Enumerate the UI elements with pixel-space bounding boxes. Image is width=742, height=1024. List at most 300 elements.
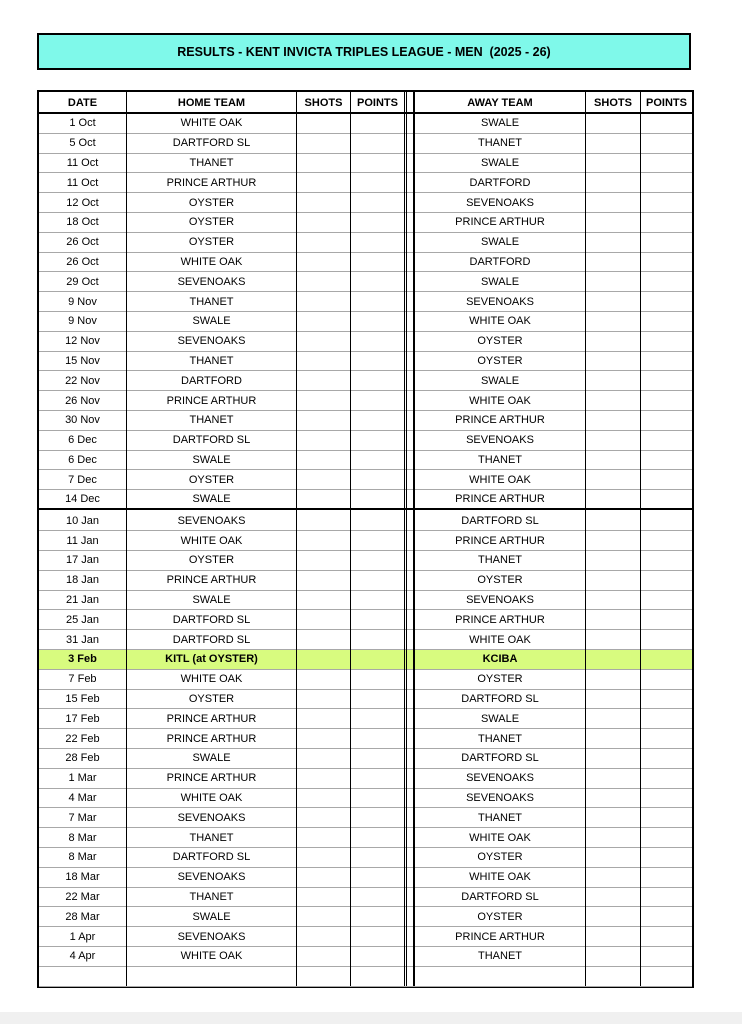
cell-home-team: WHITE OAK bbox=[180, 534, 243, 547]
cell-away-team: SWALE bbox=[480, 275, 520, 288]
cell-away-points[interactable] bbox=[641, 828, 692, 847]
cell-away-points[interactable] bbox=[641, 868, 692, 887]
cell-home-team: DARTFORD SL bbox=[172, 137, 251, 150]
cell-away-points[interactable] bbox=[641, 490, 692, 508]
cell-away-points[interactable] bbox=[641, 908, 692, 927]
table-row bbox=[39, 591, 692, 611]
table-row bbox=[39, 173, 692, 193]
cell-home-team: SEVENOAKS bbox=[177, 275, 246, 288]
cell-home-shots[interactable] bbox=[297, 173, 350, 192]
cell-away-points[interactable] bbox=[641, 571, 692, 590]
cell-home-points[interactable] bbox=[351, 789, 404, 808]
cell-away-points[interactable] bbox=[641, 253, 692, 272]
table-row bbox=[39, 828, 692, 848]
cell-home-points[interactable] bbox=[351, 253, 404, 272]
cell-away-team bbox=[415, 967, 585, 986]
table-row bbox=[39, 729, 692, 749]
cell-home-shots[interactable] bbox=[297, 292, 350, 311]
cell-home-points[interactable] bbox=[351, 571, 404, 590]
cell-away-team: PRINCE ARTHUR bbox=[455, 216, 545, 229]
cell-home-team: THANET bbox=[189, 891, 234, 904]
cell-home-shots[interactable] bbox=[297, 272, 350, 291]
table-row bbox=[39, 888, 692, 908]
cell-home-team: SWALE bbox=[192, 453, 231, 466]
table-row bbox=[39, 848, 692, 868]
cell-away-points[interactable] bbox=[641, 512, 692, 531]
cell-away-team: SWALE bbox=[480, 374, 520, 387]
cell-home-points[interactable] bbox=[351, 650, 404, 669]
cell-away-points[interactable] bbox=[641, 431, 692, 450]
cell-home-team: SEVENOAKS bbox=[177, 871, 246, 884]
cell-away-points[interactable] bbox=[641, 710, 692, 729]
cell-home-points[interactable] bbox=[351, 411, 404, 430]
cell-away-points[interactable] bbox=[641, 173, 692, 192]
cell-away-shots[interactable] bbox=[586, 531, 640, 550]
cell-home-points[interactable] bbox=[351, 828, 404, 847]
cell-home-points[interactable] bbox=[351, 431, 404, 450]
cell-away-points[interactable] bbox=[641, 352, 692, 371]
cell-home-team: KITL (at OYSTER) bbox=[165, 653, 258, 666]
cell-date: 11 Jan bbox=[66, 534, 99, 547]
cell-home-shots[interactable] bbox=[297, 967, 350, 986]
header-away-points: POINTS bbox=[646, 97, 687, 109]
cell-home-points[interactable] bbox=[351, 769, 404, 788]
table-row bbox=[39, 431, 692, 451]
cell-home-shots[interactable] bbox=[297, 134, 350, 153]
cell-away-shots[interactable] bbox=[586, 710, 640, 729]
cell-away-shots[interactable] bbox=[586, 512, 640, 531]
cell-away-shots[interactable] bbox=[586, 967, 640, 986]
table-row bbox=[39, 272, 692, 292]
cell-date: 28 Feb bbox=[65, 752, 100, 765]
cell-away-shots[interactable] bbox=[586, 749, 640, 768]
cell-away-team: DARTFORD bbox=[469, 255, 531, 268]
cell-home-points[interactable] bbox=[351, 630, 404, 649]
cell-away-shots[interactable] bbox=[586, 134, 640, 153]
cell-home-points[interactable] bbox=[351, 927, 404, 946]
table-row bbox=[39, 312, 692, 332]
cell-home-points[interactable] bbox=[351, 749, 404, 768]
cell-date: 9 Nov bbox=[68, 315, 97, 328]
cell-date: 11 Oct bbox=[66, 176, 99, 189]
cell-home-shots[interactable] bbox=[297, 411, 350, 430]
cell-away-team: WHITE OAK bbox=[469, 831, 531, 844]
cell-home-shots[interactable] bbox=[297, 947, 350, 966]
cell-home-points[interactable] bbox=[351, 670, 404, 689]
cell-home-team: SWALE bbox=[192, 315, 231, 328]
cell-home-shots[interactable] bbox=[297, 769, 350, 788]
table-row bbox=[39, 470, 692, 490]
cell-away-shots[interactable] bbox=[586, 630, 640, 649]
cell-away-team: DARTFORD bbox=[469, 176, 531, 189]
cell-away-points[interactable] bbox=[641, 213, 692, 232]
cell-away-points[interactable] bbox=[641, 411, 692, 430]
table-row bbox=[39, 531, 692, 551]
table-row bbox=[39, 332, 692, 352]
cell-home-shots[interactable] bbox=[297, 312, 350, 331]
cell-home-shots[interactable] bbox=[297, 749, 350, 768]
cell-home-points[interactable] bbox=[351, 154, 404, 173]
cell-home-shots[interactable] bbox=[297, 710, 350, 729]
cell-away-points[interactable] bbox=[641, 531, 692, 550]
cell-away-points[interactable] bbox=[641, 927, 692, 946]
cell-away-team: SWALE bbox=[480, 117, 520, 130]
cell-home-points[interactable] bbox=[351, 134, 404, 153]
cell-away-shots[interactable] bbox=[586, 352, 640, 371]
cell-date: 18 Mar bbox=[65, 871, 100, 884]
cell-away-shots[interactable] bbox=[586, 690, 640, 709]
cell-away-team: OYSTER bbox=[477, 574, 523, 587]
cell-away-points[interactable] bbox=[641, 888, 692, 907]
cell-home-shots[interactable] bbox=[297, 332, 350, 351]
cell-home-points[interactable] bbox=[351, 451, 404, 470]
cell-home-team: OYSTER bbox=[188, 693, 235, 706]
cell-away-points[interactable] bbox=[641, 551, 692, 570]
cell-home-shots[interactable] bbox=[297, 114, 350, 133]
table-row bbox=[39, 571, 692, 591]
cell-home-shots[interactable] bbox=[297, 828, 350, 847]
table-row bbox=[39, 134, 692, 154]
cell-home-shots[interactable] bbox=[297, 571, 350, 590]
cell-away-shots[interactable] bbox=[586, 391, 640, 410]
cell-away-shots[interactable] bbox=[586, 947, 640, 966]
cell-home-points[interactable] bbox=[351, 888, 404, 907]
cell-away-shots[interactable] bbox=[586, 114, 640, 133]
cell-home-points[interactable] bbox=[351, 312, 404, 331]
cell-away-shots[interactable] bbox=[586, 173, 640, 192]
cell-away-shots[interactable] bbox=[586, 769, 640, 788]
cell-home-team: PRINCE ARTHUR bbox=[166, 772, 257, 785]
cell-away-shots[interactable] bbox=[586, 611, 640, 630]
cell-away-shots[interactable] bbox=[586, 888, 640, 907]
cell-home-team: THANET bbox=[189, 156, 234, 169]
table-row bbox=[39, 769, 692, 789]
cell-home-shots[interactable] bbox=[297, 512, 350, 531]
cell-away-points[interactable] bbox=[641, 670, 692, 689]
cell-away-team: OYSTER bbox=[477, 673, 523, 686]
cell-home-shots[interactable] bbox=[297, 789, 350, 808]
cell-away-shots[interactable] bbox=[586, 729, 640, 748]
cell-away-shots[interactable] bbox=[586, 411, 640, 430]
cell-date: 7 Mar bbox=[68, 811, 97, 824]
cell-away-shots[interactable] bbox=[586, 650, 640, 669]
cell-away-shots[interactable] bbox=[586, 154, 640, 173]
cell-home-team: DARTFORD SL bbox=[172, 633, 251, 646]
cell-date: 10 Jan bbox=[65, 514, 100, 527]
cell-away-points[interactable] bbox=[641, 611, 692, 630]
cell-home-team: SWALE bbox=[192, 910, 231, 923]
cell-date: 17 Jan bbox=[65, 554, 100, 567]
cell-away-team: DARTFORD SL bbox=[461, 752, 539, 765]
cell-away-shots[interactable] bbox=[586, 332, 640, 351]
cell-away-shots[interactable] bbox=[586, 233, 640, 252]
cell-date: 7 Feb bbox=[68, 673, 97, 686]
cell-home-shots[interactable] bbox=[297, 490, 350, 508]
column-divider bbox=[640, 92, 641, 986]
cell-away-shots[interactable] bbox=[586, 312, 640, 331]
cell-home-points[interactable] bbox=[351, 551, 404, 570]
cell-away-shots[interactable] bbox=[586, 828, 640, 847]
cell-home-team: SEVENOAKS bbox=[177, 811, 246, 824]
cell-home-shots[interactable] bbox=[297, 848, 350, 867]
cell-home-shots[interactable] bbox=[297, 888, 350, 907]
table-row bbox=[39, 611, 692, 631]
cell-away-shots[interactable] bbox=[586, 571, 640, 590]
cell-home-points[interactable] bbox=[351, 947, 404, 966]
cell-date: 15 Feb bbox=[65, 693, 100, 706]
cell-date: 26 Oct bbox=[66, 236, 99, 249]
cell-home-points[interactable] bbox=[351, 391, 404, 410]
cell-home-shots[interactable] bbox=[297, 371, 350, 390]
cell-away-points[interactable] bbox=[641, 591, 692, 610]
cell-away-shots[interactable] bbox=[586, 371, 640, 390]
cell-away-team: WHITE OAK bbox=[469, 473, 531, 486]
cell-away-shots[interactable] bbox=[586, 470, 640, 489]
cell-away-team: SEVENOAKS bbox=[466, 434, 534, 447]
cell-home-team: SEVENOAKS bbox=[177, 335, 246, 348]
cell-away-team: WHITE OAK bbox=[469, 871, 531, 884]
cell-date: 5 Oct bbox=[69, 137, 96, 150]
cell-home-shots[interactable] bbox=[297, 670, 350, 689]
cell-home-shots[interactable] bbox=[297, 451, 350, 470]
cell-away-points[interactable] bbox=[641, 470, 692, 489]
cell-home-points[interactable] bbox=[351, 967, 404, 986]
cell-home-shots[interactable] bbox=[297, 729, 350, 748]
cell-home-shots[interactable] bbox=[297, 868, 350, 887]
cell-away-shots[interactable] bbox=[586, 848, 640, 867]
table-row bbox=[39, 670, 692, 690]
cell-away-points[interactable] bbox=[641, 809, 692, 828]
cell-away-points[interactable] bbox=[641, 650, 692, 669]
cell-away-team: THANET bbox=[478, 950, 522, 963]
table-row bbox=[39, 154, 692, 174]
cell-date: 6 Dec bbox=[68, 434, 97, 447]
cell-away-points[interactable] bbox=[641, 332, 692, 351]
cell-away-points[interactable] bbox=[641, 729, 692, 748]
cell-away-points[interactable] bbox=[641, 967, 692, 986]
header-date: DATE bbox=[67, 97, 98, 109]
cell-away-shots[interactable] bbox=[586, 213, 640, 232]
cell-home-team: PRINCE ARTHUR bbox=[166, 394, 257, 407]
cell-home-shots[interactable] bbox=[297, 809, 350, 828]
cell-home-points[interactable] bbox=[351, 531, 404, 550]
table-row bbox=[39, 411, 692, 431]
cell-home-points[interactable] bbox=[351, 233, 404, 252]
cell-home-points[interactable] bbox=[351, 690, 404, 709]
header-home-team: HOME TEAM bbox=[177, 97, 246, 109]
column-divider bbox=[126, 92, 127, 986]
cell-date: 17 Feb bbox=[65, 712, 100, 725]
cell-home-shots[interactable] bbox=[297, 253, 350, 272]
cell-home-shots[interactable] bbox=[297, 650, 350, 669]
cell-away-shots[interactable] bbox=[586, 272, 640, 291]
cell-home-points[interactable] bbox=[351, 490, 404, 508]
cell-home-shots[interactable] bbox=[297, 927, 350, 946]
cell-home-shots[interactable] bbox=[297, 431, 350, 450]
cell-away-points[interactable] bbox=[641, 233, 692, 252]
cell-away-points[interactable] bbox=[641, 193, 692, 212]
cell-date: 9 Nov bbox=[68, 295, 97, 308]
cell-date: 21 Jan bbox=[65, 594, 100, 607]
cell-home-team: DARTFORD SL bbox=[172, 851, 251, 864]
cell-home-shots[interactable] bbox=[297, 154, 350, 173]
cell-home-points[interactable] bbox=[351, 114, 404, 133]
cell-date: 7 Dec bbox=[68, 473, 97, 486]
cell-away-team: WHITE OAK bbox=[469, 394, 531, 407]
cell-home-team: OYSTER bbox=[188, 196, 235, 209]
cell-home-points[interactable] bbox=[351, 292, 404, 311]
cell-home-points[interactable] bbox=[351, 611, 404, 630]
cell-home-team: PRINCE ARTHUR bbox=[166, 176, 257, 189]
cell-home-team: WHITE OAK bbox=[180, 117, 243, 130]
cell-date: 14 Dec bbox=[65, 493, 100, 506]
table-header bbox=[39, 92, 692, 114]
cell-away-shots[interactable] bbox=[586, 591, 640, 610]
cell-home-points[interactable] bbox=[351, 173, 404, 192]
cell-away-points[interactable] bbox=[641, 272, 692, 291]
cell-away-shots[interactable] bbox=[586, 490, 640, 508]
cell-away-shots[interactable] bbox=[586, 451, 640, 470]
cell-away-shots[interactable] bbox=[586, 551, 640, 570]
cell-away-team: PRINCE ARTHUR bbox=[455, 534, 545, 547]
cell-date: 18 Jan bbox=[65, 574, 100, 587]
cell-away-team: DARTFORD SL bbox=[461, 514, 539, 527]
cell-away-team: SEVENOAKS bbox=[466, 792, 534, 805]
cell-home-shots[interactable] bbox=[297, 233, 350, 252]
table-row bbox=[39, 292, 692, 312]
cell-home-points[interactable] bbox=[351, 809, 404, 828]
cell-date: 29 Oct bbox=[66, 275, 99, 288]
cell-home-points[interactable] bbox=[351, 729, 404, 748]
cell-away-points[interactable] bbox=[641, 769, 692, 788]
table-row bbox=[39, 512, 692, 532]
page-title: RESULTS - KENT INVICTA TRIPLES LEAGUE - MEN (2025 - 26) bbox=[37, 33, 691, 70]
cell-home-shots[interactable] bbox=[297, 531, 350, 550]
cell-away-shots[interactable] bbox=[586, 927, 640, 946]
cell-away-shots[interactable] bbox=[586, 193, 640, 212]
cell-home-team: WHITE OAK bbox=[180, 255, 243, 268]
cell-date: 4 Mar bbox=[68, 792, 97, 805]
table-row bbox=[39, 352, 692, 372]
cell-away-points[interactable] bbox=[641, 134, 692, 153]
cell-away-shots[interactable] bbox=[586, 431, 640, 450]
cell-away-points[interactable] bbox=[641, 371, 692, 390]
table-row bbox=[39, 114, 692, 134]
cell-home-shots[interactable] bbox=[297, 591, 350, 610]
cell-away-points[interactable] bbox=[641, 749, 692, 768]
cell-home-shots[interactable] bbox=[297, 470, 350, 489]
cell-home-shots[interactable] bbox=[297, 352, 350, 371]
cell-home-points[interactable] bbox=[351, 272, 404, 291]
cell-away-team: PRINCE ARTHUR bbox=[455, 613, 545, 626]
cell-away-team: SEVENOAKS bbox=[466, 772, 534, 785]
cell-home-points[interactable] bbox=[351, 710, 404, 729]
cell-home-shots[interactable] bbox=[297, 551, 350, 570]
cell-away-team: PRINCE ARTHUR bbox=[455, 930, 545, 943]
cell-home-team: WHITE OAK bbox=[180, 950, 243, 963]
cell-home-team: THANET bbox=[189, 414, 234, 427]
cell-home-shots[interactable] bbox=[297, 193, 350, 212]
cell-home-team: OYSTER bbox=[188, 554, 235, 567]
table-row bbox=[39, 213, 692, 233]
cell-home-points[interactable] bbox=[351, 213, 404, 232]
cell-home-points[interactable] bbox=[351, 470, 404, 489]
cell-date: 22 Mar bbox=[65, 891, 100, 904]
cell-away-shots[interactable] bbox=[586, 292, 640, 311]
cell-home-points[interactable] bbox=[351, 868, 404, 887]
cell-away-points[interactable] bbox=[641, 789, 692, 808]
cell-away-shots[interactable] bbox=[586, 789, 640, 808]
column-divider bbox=[350, 92, 351, 986]
cell-away-points[interactable] bbox=[641, 630, 692, 649]
cell-home-shots[interactable] bbox=[297, 611, 350, 630]
cell-away-points[interactable] bbox=[641, 690, 692, 709]
cell-date: 1 Mar bbox=[68, 772, 97, 785]
cell-home-team: SEVENOAKS bbox=[177, 930, 246, 943]
table-row bbox=[39, 868, 692, 888]
cell-away-points[interactable] bbox=[641, 391, 692, 410]
cell-home-points[interactable] bbox=[351, 848, 404, 867]
cell-away-points[interactable] bbox=[641, 114, 692, 133]
cell-away-team: SEVENOAKS bbox=[466, 594, 534, 607]
cell-home-team: THANET bbox=[189, 295, 234, 308]
cell-home-points[interactable] bbox=[351, 512, 404, 531]
cell-date: 26 Oct bbox=[66, 255, 99, 268]
cell-away-shots[interactable] bbox=[586, 253, 640, 272]
cell-away-shots[interactable] bbox=[586, 908, 640, 927]
cell-home-team bbox=[127, 967, 296, 986]
table-row bbox=[39, 253, 692, 273]
cell-home-team: DARTFORD SL bbox=[172, 434, 251, 447]
cell-home-team: SWALE bbox=[192, 594, 231, 607]
cell-home-shots[interactable] bbox=[297, 391, 350, 410]
table-row bbox=[39, 927, 692, 947]
cell-date: 15 Nov bbox=[65, 354, 100, 367]
cell-home-points[interactable] bbox=[351, 371, 404, 390]
cell-home-points[interactable] bbox=[351, 332, 404, 351]
cell-away-team: THANET bbox=[478, 137, 522, 150]
cell-away-team: SWALE bbox=[480, 712, 520, 725]
cell-home-shots[interactable] bbox=[297, 908, 350, 927]
cell-away-points[interactable] bbox=[641, 312, 692, 331]
cell-home-points[interactable] bbox=[351, 193, 404, 212]
cell-home-shots[interactable] bbox=[297, 630, 350, 649]
cell-home-points[interactable] bbox=[351, 352, 404, 371]
cell-date: 30 Nov bbox=[65, 414, 100, 427]
cell-away-points[interactable] bbox=[641, 292, 692, 311]
cell-home-team: THANET bbox=[189, 354, 234, 367]
cell-away-points[interactable] bbox=[641, 947, 692, 966]
cell-home-shots[interactable] bbox=[297, 213, 350, 232]
cell-away-shots[interactable] bbox=[586, 809, 640, 828]
cell-away-team: THANET bbox=[478, 554, 522, 567]
page-footer-band bbox=[0, 1012, 742, 1024]
cell-home-points[interactable] bbox=[351, 908, 404, 927]
cell-home-team: DARTFORD SL bbox=[172, 613, 251, 626]
cell-away-shots[interactable] bbox=[586, 670, 640, 689]
cell-date: 3 Feb bbox=[68, 653, 97, 666]
cell-date: 8 Mar bbox=[68, 831, 97, 844]
cell-home-points[interactable] bbox=[351, 591, 404, 610]
cell-away-points[interactable] bbox=[641, 848, 692, 867]
cell-date: 6 Dec bbox=[68, 453, 97, 466]
cell-away-points[interactable] bbox=[641, 451, 692, 470]
column-divider bbox=[406, 92, 407, 986]
cell-away-points[interactable] bbox=[641, 154, 692, 173]
cell-home-shots[interactable] bbox=[297, 690, 350, 709]
table-row bbox=[39, 789, 692, 809]
cell-away-shots[interactable] bbox=[586, 868, 640, 887]
